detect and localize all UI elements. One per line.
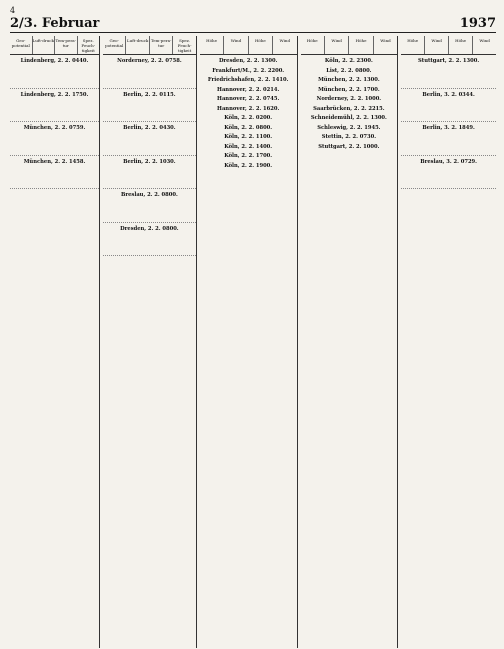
unreadable-block	[401, 133, 496, 156]
unreadable-block	[401, 66, 496, 89]
station-heading: München, 2. 2. 1300.	[318, 77, 380, 83]
station-heading: Hannover, 2. 2. 1620.	[217, 105, 280, 112]
station-heading: Stettin, 2. 2. 0730.	[321, 134, 376, 140]
station-heading: Saarbrücken, 2. 2. 2215.	[313, 105, 385, 112]
station-heading: München, 2. 2. 1458.	[23, 158, 86, 165]
column-1	[10, 36, 100, 648]
header-cell: Wind	[479, 38, 490, 43]
header-cell: Luft-druck	[126, 36, 149, 54]
header-cell: Wind	[279, 38, 291, 43]
station-heading: Berlin, 2. 2. 1030.	[123, 158, 176, 165]
column-header	[200, 36, 297, 55]
header-cell: Wind	[325, 36, 349, 54]
unreadable-block	[10, 99, 99, 122]
station-heading: Köln, 2. 2. 1400.	[224, 143, 273, 150]
header-cell: Tem-pera-tur	[150, 36, 173, 54]
station-heading: Berlin, 2. 2. 0115.	[123, 91, 176, 98]
station-heading: Stuttgart, 2. 2. 1000.	[318, 143, 380, 150]
station-heading: Breslau, 2. 2. 0800.	[121, 192, 178, 198]
unreadable-block	[10, 133, 99, 156]
station-heading: Köln, 2. 2. 1100.	[224, 134, 273, 140]
station-heading: Berlin, 3. 2. 1849.	[422, 125, 475, 131]
unreadable-block	[10, 166, 99, 189]
column-header	[401, 36, 496, 55]
columns	[10, 36, 496, 648]
station-heading: Köln, 2. 2. 0800.	[224, 124, 273, 131]
station-heading: Lindenberg, 2. 2. 1750.	[20, 91, 89, 98]
column-2	[103, 36, 197, 648]
header-cell: Wind	[380, 38, 391, 43]
header-cell: Höhe	[249, 36, 273, 54]
unreadable-block	[401, 166, 496, 189]
unreadable-block	[103, 99, 196, 122]
station-heading: Berlin, 2. 2. 0430.	[123, 125, 176, 131]
station-heading: Hannover, 2. 2. 0214.	[217, 86, 280, 93]
station-heading: Breslau, 3. 2. 0729.	[420, 158, 477, 165]
column-header	[103, 36, 196, 55]
station-heading: München, 2. 2. 1700.	[318, 86, 380, 93]
station-heading: Dresden, 2. 2. 1300.	[218, 58, 278, 64]
unreadable-block	[103, 66, 196, 89]
station-heading: Köln, 2. 2. 1700.	[224, 153, 273, 159]
column-3	[200, 36, 298, 648]
unreadable-block	[103, 166, 196, 189]
header-cell: Höhe	[401, 36, 425, 54]
header-cell: Höhe	[349, 36, 373, 54]
station-heading: Friedrichshafen, 2. 2. 1410.	[207, 77, 289, 83]
unreadable-block	[103, 200, 196, 223]
unreadable-block	[401, 99, 496, 122]
header-cell: Höhe	[301, 36, 325, 54]
header-cell: Höhe	[449, 36, 473, 54]
station-heading: Schneidemühl, 2. 2. 1300.	[310, 115, 387, 121]
station-heading: Köln, 2. 2. 1900.	[224, 162, 273, 169]
header-cell: Höhe	[200, 36, 224, 54]
column-5	[401, 36, 496, 648]
station-heading: List, 2. 2. 0800.	[326, 67, 372, 74]
station-heading: Köln, 2. 2. 2300.	[324, 58, 373, 64]
header-cell: Spez. Feuch-tigkeit	[177, 38, 192, 53]
page-date: 2/3. Februar	[10, 16, 100, 31]
column-header	[10, 36, 99, 55]
station-heading: Köln, 2. 2. 0200.	[224, 115, 273, 121]
page-number: 4	[10, 6, 16, 15]
station-heading: Schleswig, 2. 2. 1945.	[317, 124, 381, 131]
page-year: 1937	[459, 16, 496, 31]
unreadable-block	[103, 133, 196, 156]
header-cell: Geo-potential	[10, 36, 33, 54]
unreadable-block	[103, 233, 196, 256]
header-cell: Geo-potential	[103, 36, 126, 54]
header-cell: Wind	[224, 36, 248, 54]
column-header	[301, 36, 398, 55]
header-cell: Wind	[425, 36, 449, 54]
station-heading: Berlin, 3. 2. 0344.	[422, 91, 475, 98]
station-heading: München, 2. 2. 0759.	[23, 125, 86, 131]
station-heading: Stuttgart, 2. 2. 1300.	[418, 58, 480, 64]
header-cell: Spez. Feuch-tigkeit	[81, 38, 96, 53]
station-heading: Lindenberg, 2. 2. 0440.	[20, 58, 89, 64]
station-heading: Frankfurt/M., 2. 2. 2200.	[212, 67, 285, 74]
header-cell: Luft-druck	[33, 36, 56, 54]
page-header	[10, 16, 496, 33]
station-heading: Norderney, 2. 2. 0758.	[117, 58, 182, 64]
unreadable-block	[10, 66, 99, 89]
header-cell: Tem-pera-tur	[55, 36, 78, 54]
station-heading: Norderney, 2. 2. 1000.	[316, 96, 382, 102]
station-heading: Hannover, 2. 2. 0745.	[217, 96, 280, 102]
column-4	[301, 36, 399, 648]
station-heading: Dresden, 2. 2. 0800.	[120, 225, 179, 232]
